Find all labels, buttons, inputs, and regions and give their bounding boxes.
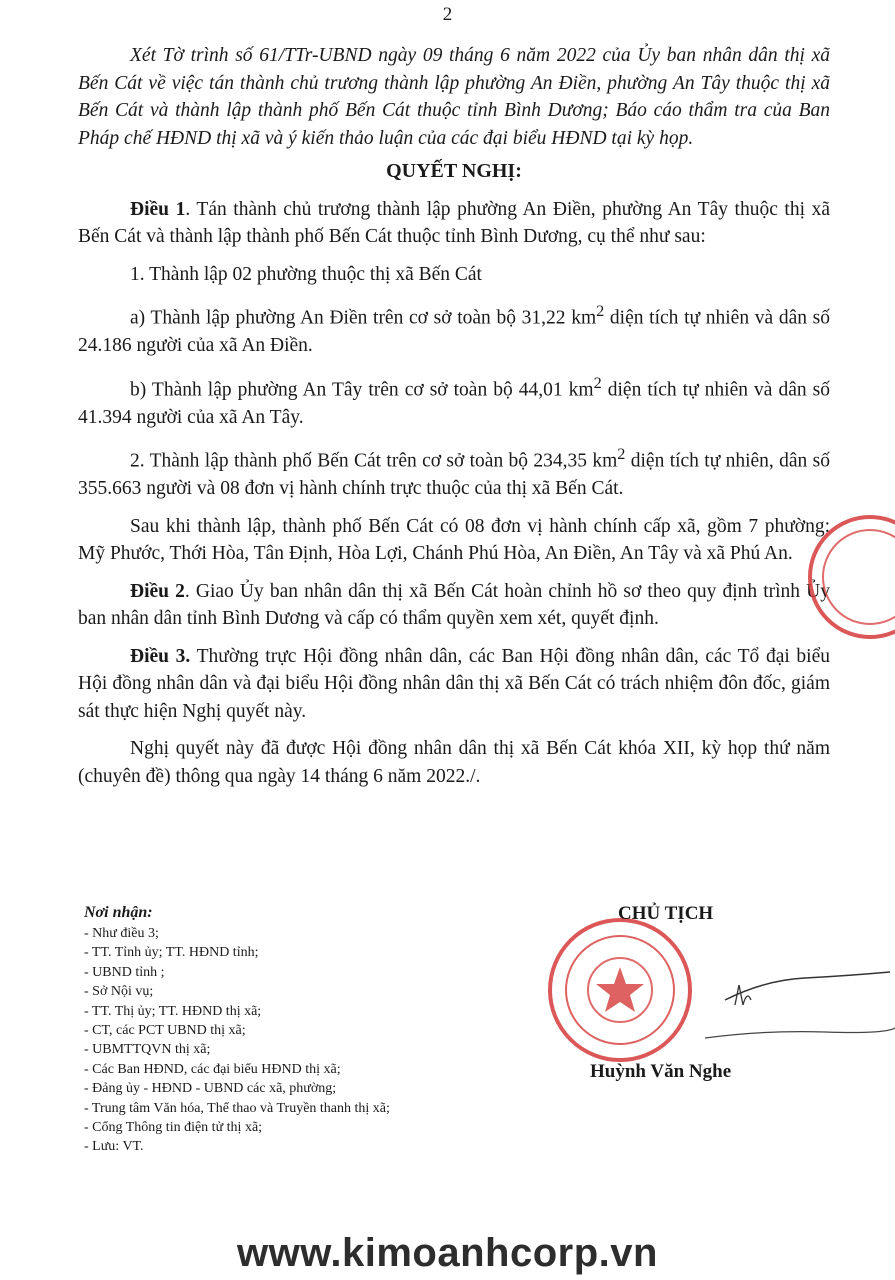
- superscript-2: 2: [617, 445, 626, 463]
- recipients-title: Nơi nhận:: [84, 904, 153, 921]
- signature-title: CHỦ TỊCH: [618, 903, 714, 924]
- recipient-item: - CT, các PCT UBND thị xã;: [84, 1023, 246, 1039]
- recipient-item: - Đảng ủy - HĐND - UBND các xã, phường;: [84, 1081, 337, 1097]
- recipient-item: - Các Ban HĐND, các đại biểu HĐND thị xã;: [84, 1061, 341, 1077]
- watermark-banner: [0, 1226, 895, 1280]
- superscript-2: 2: [593, 373, 602, 392]
- item-1a-text-end: diện tích tự nhiên và dân số 24.186 người của xã An Điền.: [78, 307, 830, 356]
- article-3-text: Thường trực Hội đồng nhân dân, các Ban Hội đồng nhân dân, các Tổ đại biểu Hội đồng nhân dân và đại biểu Hội đồng nhân dân thị xã Bến Cát có trách nhiệm đôn đốc, giám sát thực hiện Nghị quyết này.: [78, 645, 830, 722]
- article-1-paragraph: [78, 196, 830, 251]
- article-1-label: Điều 1: [130, 198, 186, 220]
- article-3-paragraph: [78, 643, 830, 726]
- article-1-item-1b: [78, 370, 830, 432]
- article-1-after: Sau khi thành lập, thành phố Bến Cát có 08 đơn vị hành chính cấp xã, gồm 7 phường: Mỹ Phước, Thới Hòa, Tân Định, Hòa Lợi, Chánh Phú Hòa, An Điền, An Tây và xã Phú An.: [78, 515, 830, 564]
- page-number: 2: [442, 4, 453, 25]
- article-1-item-2: [78, 441, 830, 503]
- recipient-item: - Trung tâm Văn hóa, Thể thao và Truyền thanh thị xã;: [84, 1100, 390, 1116]
- handwritten-signature-icon: [705, 960, 895, 1070]
- superscript-2: 2: [596, 302, 605, 320]
- recipient-item: - UBMTTQVN thị xã;: [84, 1042, 211, 1058]
- recipient-item: - UBND tỉnh ;: [84, 964, 165, 980]
- intro-paragraph: Xét Tờ trình số 61/TTr-UBND ngày 09 tháng 6 năm 2022 của Ủy ban nhân dân thị xã Bến Cát về việc tán thành chủ trương thành lập phường An Điền, phường An Tây thuộc thị xã Bến Cát và thành lập thành phố Bến Cát thuộc tỉnh Bình Dương; Báo cáo thẩm tra của Ban Pháp chế HĐND thị xã và ý kiến thảo luận của các đại biểu HĐND tại kỳ họp.: [78, 45, 830, 149]
- article-1-item-1: 1. Thành lập 02 phường thuộc thị xã Bến Cát: [130, 263, 482, 285]
- item-1b-text-end: diện tích tự nhiên và dân số 41.394 người của xã An Tây.: [78, 379, 830, 428]
- recipient-item: - Sở Nội vụ;: [84, 984, 154, 1000]
- article-2-text: . Giao Ủy ban nhân dân thị xã Bến Cát hoàn chỉnh hồ sơ theo quy định trình Ủy ban nhân dân tỉnh Bình Dương và cấp có thẩm quyền xem xét, quyết định.: [78, 580, 831, 629]
- recipient-item: - Cổng Thông tin điện tử thị xã;: [84, 1120, 263, 1136]
- resolution-heading: QUYẾT NGHỊ:: [386, 160, 522, 182]
- item-1b-text-start: b) Thành lập phường An Tây trên cơ sở toàn bộ 44,01 km: [130, 379, 594, 400]
- signer-name: Huỳnh Văn Nghe: [590, 1061, 732, 1082]
- item-2-text-end: diện tích tự nhiên, dân số 355.663 người và 08 đơn vị hành chính trực thuộc của thị xã Bến Cát.: [78, 450, 830, 499]
- recipient-item: - Như điều 3;: [84, 926, 159, 941]
- official-seal-icon: [545, 915, 695, 1065]
- closing-paragraph: Nghị quyết này đã được Hội đồng nhân dân thị xã Bến Cát khóa XII, kỳ họp thứ năm (chuyên đề) thông qua ngày 14 tháng 6 năm 2022./.: [78, 738, 830, 787]
- signature-block: [540, 895, 895, 1105]
- item-1a-text-start: a) Thành lập phường An Điền trên cơ sở toàn bộ 31,22 km: [130, 307, 597, 329]
- recipient-item: - Lưu: VT.: [84, 1139, 144, 1155]
- resolution-body: [78, 42, 830, 800]
- article-1-text: . Tán thành chủ trương thành lập phường An Điền, phường An Tây thuộc thị xã Bến Cát và thành lập thành phố Bến Cát thuộc tỉnh Bình Dương, cụ thể như sau:: [78, 198, 830, 247]
- recipients-list: [84, 902, 534, 1157]
- stamp-seal-partial: [800, 505, 895, 655]
- article-1-item-1a: [78, 298, 830, 360]
- article-2-paragraph: [78, 578, 830, 633]
- article-2-label: Điều 2: [130, 580, 185, 602]
- recipient-item: - TT. Tỉnh ủy; TT. HĐND tỉnh;: [84, 945, 259, 961]
- recipient-item: - TT. Thị ủy; TT. HĐND thị xã;: [84, 1003, 262, 1019]
- article-3-label: Điều 3.: [130, 645, 191, 667]
- item-2-text-start: 2. Thành lập thành phố Bến Cát trên cơ sở toàn bộ 234,35 km: [130, 450, 618, 472]
- watermark-text: www.kimoanhcorp.vn: [237, 1231, 658, 1275]
